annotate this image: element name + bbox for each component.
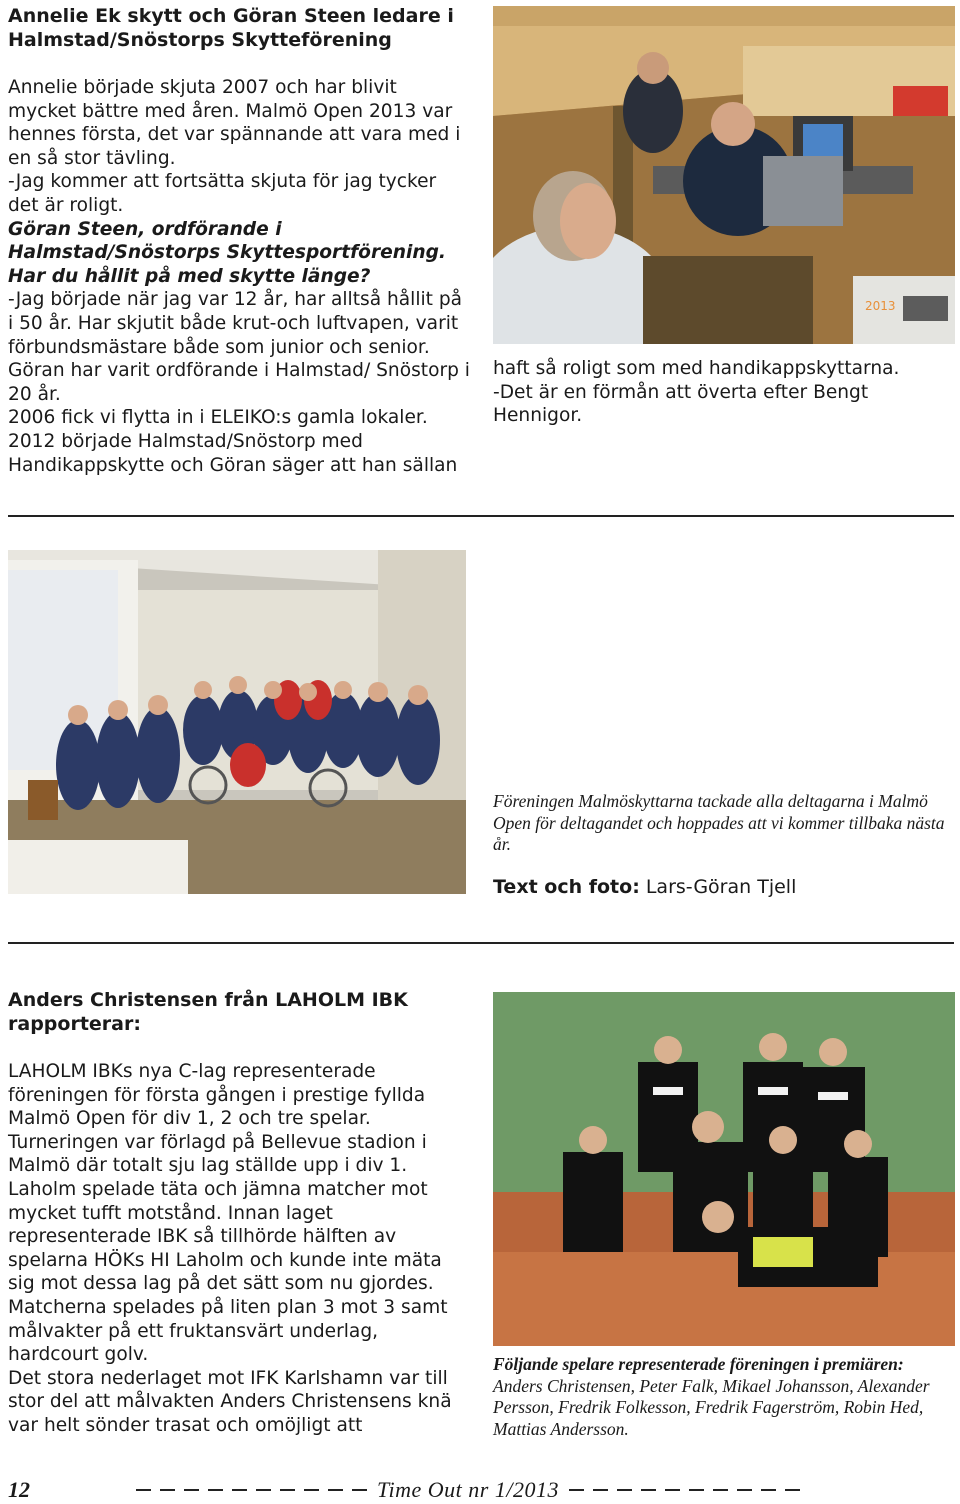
section-divider-2 <box>8 942 954 944</box>
article1-paragraph: Annelie började skjuta 2007 och har blivit mycket bättre med åren. Malmö Open 2013 var hennes första, det var spännande att vara med i en så stor tävling. <box>8 77 461 169</box>
interview-answer-2: 2006 fick vi flytta in i ELEIKO:s gamla lokaler. <box>8 407 428 429</box>
footer-left-dashes <box>136 1489 367 1491</box>
article2-paragraph-1: LAHOLM IBKs nya C-lag representerade föreningen för första gången i prestige fyllda Malmö Open för div 1, 2 och tre spelar. <box>8 1061 426 1130</box>
credit-label: Text och foto: <box>493 876 640 898</box>
article1-quote: -Jag kommer att fortsätta skjuta för jag tycker det är roligt. <box>8 171 437 216</box>
team-caption-lead: Följande spelare representerade föreningen i premiären: <box>493 1354 904 1374</box>
footer-right-dashes <box>569 1489 800 1491</box>
article1-title: Annelie Ek skytt och Göran Steen ledare i Halmstad/Snöstorps Skytteförening <box>8 5 454 51</box>
team-caption-names: Anders Christensen, Peter Falk, Mikael Johansson, Alexander Persson, Fredrik Folkesson, Fredrik Fagerström, Robin Hed, Mattias Andersson. <box>493 1375 930 1439</box>
article2-title: Anders Christensen från LAHOLM IBK rapporterar: <box>8 989 408 1035</box>
footer <box>8 1476 958 1504</box>
closing-quote: -Det är en förmån att överta efter Bengt Hennigor. <box>493 381 869 427</box>
article1-continuation <box>493 357 955 428</box>
section-divider-1 <box>8 515 954 517</box>
article2-paragraph-4: Det stora nederlaget mot IFK Karlshamn var till stor del att målvakten Anders Christensens knä var helt sönder trasat och omöjligt att <box>8 1367 452 1436</box>
interview-question: Göran Steen, ordförande i Halmstad/Snöstorps Skyttesportförening. Har du hållit på med skytte länge? <box>8 218 446 287</box>
magazine-issue: Time Out nr 1/2013 <box>377 1477 559 1502</box>
credit-name: Lars-Göran Tjell <box>645 876 797 898</box>
credit-line <box>493 876 955 900</box>
team-photo <box>493 992 955 1346</box>
article2-paragraph-2: Turneringen var förlagd på Bellevue stadion i Malmö där totalt sju lag ställde upp i div 1. Laholm spelade täta och jämna matcher mot mycket tufft motstånd. Innan laget representerade IBK så tillhörde hälften av spelarna HÖKs HI Laholm och kunde inte mäta sig mot dessa lag på det sätt som nu gjordes. <box>8 1131 442 1295</box>
group-photo-caption: Föreningen Malmöskyttarna tackade alla deltagarna i Malmö Open för deltagandet och hoppades att vi kommer tillbaka nästa år. <box>493 791 945 854</box>
shooting-range-photo <box>493 6 955 344</box>
article2-column <box>8 988 470 1438</box>
group-photo <box>8 550 466 894</box>
group-photo-caption-block <box>493 791 955 856</box>
continued-text: haft så roligt som med handikappskyttarna. <box>493 358 900 379</box>
photo-date-stamp: 2013 <box>865 299 896 313</box>
article1-column <box>8 4 470 477</box>
interview-answer-1: -Jag började när jag var 12 år, har alltså hållit på i 50 år. Har skjutit både krut-och luftvapen, varit förbundsmästare både som junior och senior. Göran har varit ordförande i Halmstad/ Snöstorp i 20 år. <box>8 289 470 405</box>
article2-paragraph-3: Matcherna spelades på liten plan 3 mot 3 samt målvakter på ett fruktansvärt underlag, hardcourt golv. <box>8 1296 448 1366</box>
interview-answer-3: 2012 började Halmstad/Snöstorp med Handikappskytte och Göran säger att han sällan <box>8 430 458 476</box>
team-caption-block <box>493 1354 955 1440</box>
page-number: 12 <box>8 1477 30 1502</box>
